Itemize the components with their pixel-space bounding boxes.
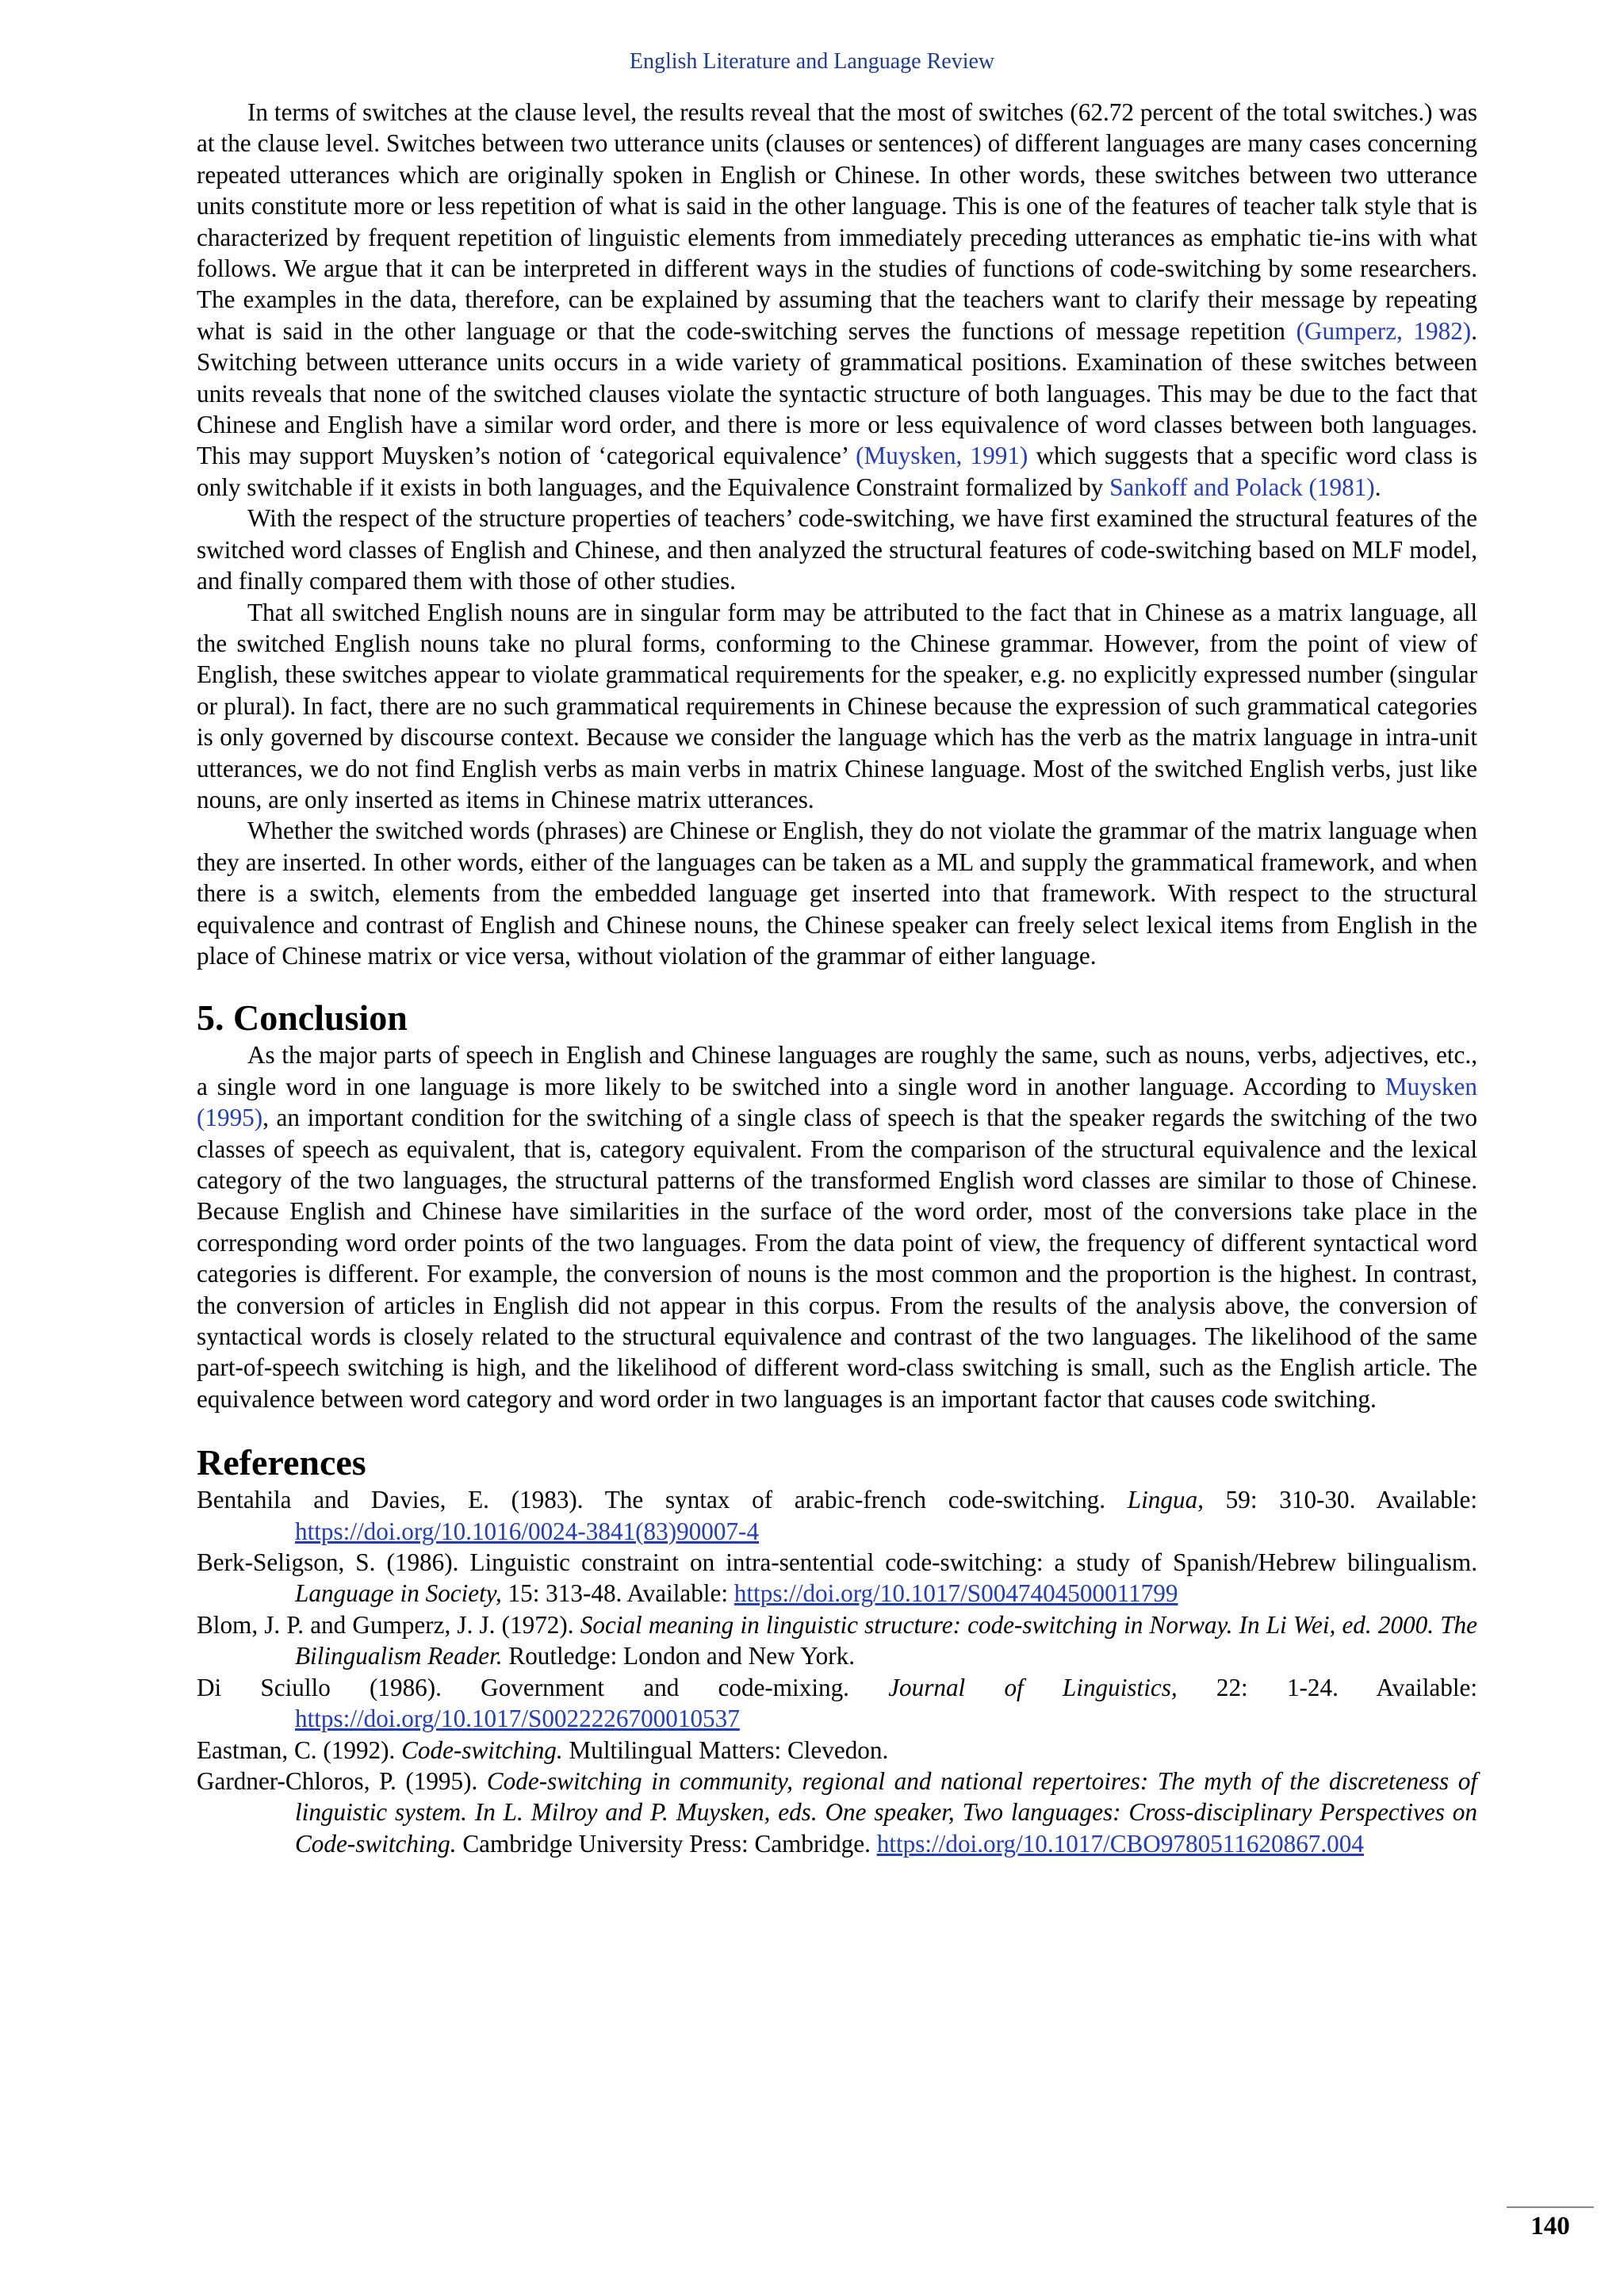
journal-header: English Literature and Language Review [629, 49, 995, 74]
reference-item: Di Sciullo (1986). Government and code-mixing. Journal of Linguistics, 22: 1-24. Available: https://doi.org/10.1017/S0022226700010537 [197, 1673, 1477, 1733]
doi-link[interactable]: https://doi.org/10.1017/S0022226700010537 [295, 1705, 740, 1733]
citation-gumperz-1982[interactable]: (Gumperz, 1982) [1296, 316, 1472, 345]
reference-item: Gardner-Chloros, P. (1995). Code-switching in community, regional and national repertoires: The myth of the discreteness of linguistic system. In L. Milroy and P. Muysken, eds. One speaker, Two languages: Cross-disciplinary Perspectives on Code-switching. Cambridge University Press: Cambridge. https://doi.org/10.1017/CBO9780511620867.004 [197, 1766, 1477, 1858]
citation-sankoff-polack-1981[interactable]: Sankoff and Polack (1981) [1109, 473, 1375, 501]
reference-item: Eastman, C. (1992). Code-switching. Multilingual Matters: Clevedon. [197, 1735, 889, 1764]
paragraph-structure-properties: With the respect of the structure properties of teachers’ code-switching, we have first examined the structural features of the switched word classes of English and Chinese, and then analyzed the structural features of code-switching based on MLF model, and finally compared them with those of other studies. [197, 504, 1477, 595]
section-heading-conclusion: 5. Conclusion [197, 997, 408, 1039]
paragraph-clause-level: In terms of switches at the clause level, the results reveal that the most of switches (62.72 percent of the total switches.) was at the clause level. Switches between two utterance units (clauses or sentences) of different languages are many cases concerning repeated utterances which are originally spoken in English or Chinese. In other words, these switches between two utterance units constitute more or less repetition of what is said in the other language. This is one of the features of teacher talk style that is characterized by frequent repetition of linguistic elements from immediately preceding utterances as emphatic tie-ins with what follows. We argue that it can be interpreted in different ways in the studies of functions of code-switching by some researchers. The examples in the data, therefore, can be explained by assuming that the teachers want to clarify their message by repeating what is said in the other language or that the code-switching serves the functions of message repetition (Gumperz, 1982). Switching between utterance units occurs in a wide variety of grammatical positions. Examination of these switches between units reveals that none of the switched clauses violate the syntactic structure of both languages. This may be due to the fact that Chinese and English have a similar word order, and there is more or less equivalence of word classes between both languages. This may support Muysken’s notion of ‘categorical equivalence’ (Muysken, 1991) which suggests that a specific word class is only switchable if it exists in both languages, and the Equivalence Constraint formalized by Sankoff and Polack (1981). [197, 98, 1477, 501]
page-number: 140 [1530, 2212, 1570, 2241]
paragraph-conclusion: As the major parts of speech in English and Chinese languages are roughly the same, such as nouns, verbs, adjectives, etc., a single word in one language is more likely to be switched into a single word in another language. According to Muysken (1995), an important condition for the switching of a single class of speech is that the speaker regards the switching of the two classes of speech as equivalent, that is, category equivalent. From the comparison of the structural equivalence and the lexical category of the two languages, the structural patterns of the transformed English word classes are similar to those of Chinese. Because English and Chinese have similarities in the surface of the word order, most of the conversions take place in the corresponding word order points of the two languages. From the data point of view, the frequency of different syntactical word categories is different. For example, the conversion of nouns is the most common and the proportion is the highest. In contrast, the conversion of articles in English did not appear in this corpus. From the results of the analysis above, the conversion of syntactical words is closely related to the structural equivalence and contrast of the two languages. The likelihood of the same part-of-speech switching is high, and the likelihood of different word-class switching is small, such as the English article. The equivalence between word category and word order in two languages is an important factor that causes code switching. [197, 1041, 1477, 1413]
doi-link[interactable]: https://doi.org/10.1017/S0047404500011799 [733, 1579, 1178, 1608]
citation-muysken-1995[interactable]: Muysken (1995) [197, 1072, 1477, 1132]
doi-link[interactable]: https://doi.org/10.1017/CBO9780511620867.004 [876, 1829, 1364, 1858]
reference-item: Berk-Seligson, S. (1986). Linguistic constraint on intra-sentential code-switching: a study of Spanish/Hebrew bilingualism. Language in Society, 15: 313-48. Available: https://doi.org/10.1017/S0047404500011799 [197, 1548, 1477, 1608]
reference-item: Bentahila and Davies, E. (1983). The syntax of arabic-french code-switching. Lingua, 59: 310-30. Available: https://doi.org/10.1016/0024-3841(83)90007-4 [197, 1486, 1477, 1545]
article-body [197, 97, 1477, 1859]
paragraph-singular-nouns: That all switched English nouns are in singular form may be attributed to the fact that in Chinese as a matrix language, all the switched English nouns take no plural forms, conforming to the Chinese grammar. However, from the point of view of English, these switches appear to violate grammatical requirements for the speaker, e.g. no explicitly expressed number (singular or plural). In fact, there are no such grammatical requirements in Chinese because the expression of such grammatical categories is only governed by discourse context. Because we consider the language which has the verb as the matrix language in intra-unit utterances, we do not find English verbs as main verbs in matrix Chinese language. Most of the switched English verbs, just like nouns, are only inserted as items in Chinese matrix utterances. [197, 598, 1477, 813]
doi-link[interactable]: https://doi.org/10.1016/0024-3841(83)90007-4 [295, 1517, 760, 1545]
reference-item: Blom, J. P. and Gumperz, J. J. (1972). Social meaning in linguistic structure: code-switching in Norway. In Li Wei, ed. 2000. The Bilingualism Reader. Routledge: London and New York. [197, 1610, 1477, 1670]
page-number-rule [1507, 2206, 1594, 2208]
reference-list [197, 1484, 1477, 1859]
citation-muysken-1991[interactable]: (Muysken, 1991) [856, 442, 1028, 470]
section-heading-references: References [197, 1442, 366, 1483]
paragraph-matrix-language: Whether the switched words (phrases) are Chinese or English, they do not violate the grammar of the matrix language when they are inserted. In other words, either of the languages can be taken as a ML and supply the grammatical framework, and when there is a switch, elements from the embedded language get inserted into that framework. With respect to the structural equivalence and contrast of English and Chinese nouns, the Chinese speaker can freely select lexical items from English in the place of Chinese matrix or vice versa, without violation of the grammar of either language. [197, 817, 1477, 970]
